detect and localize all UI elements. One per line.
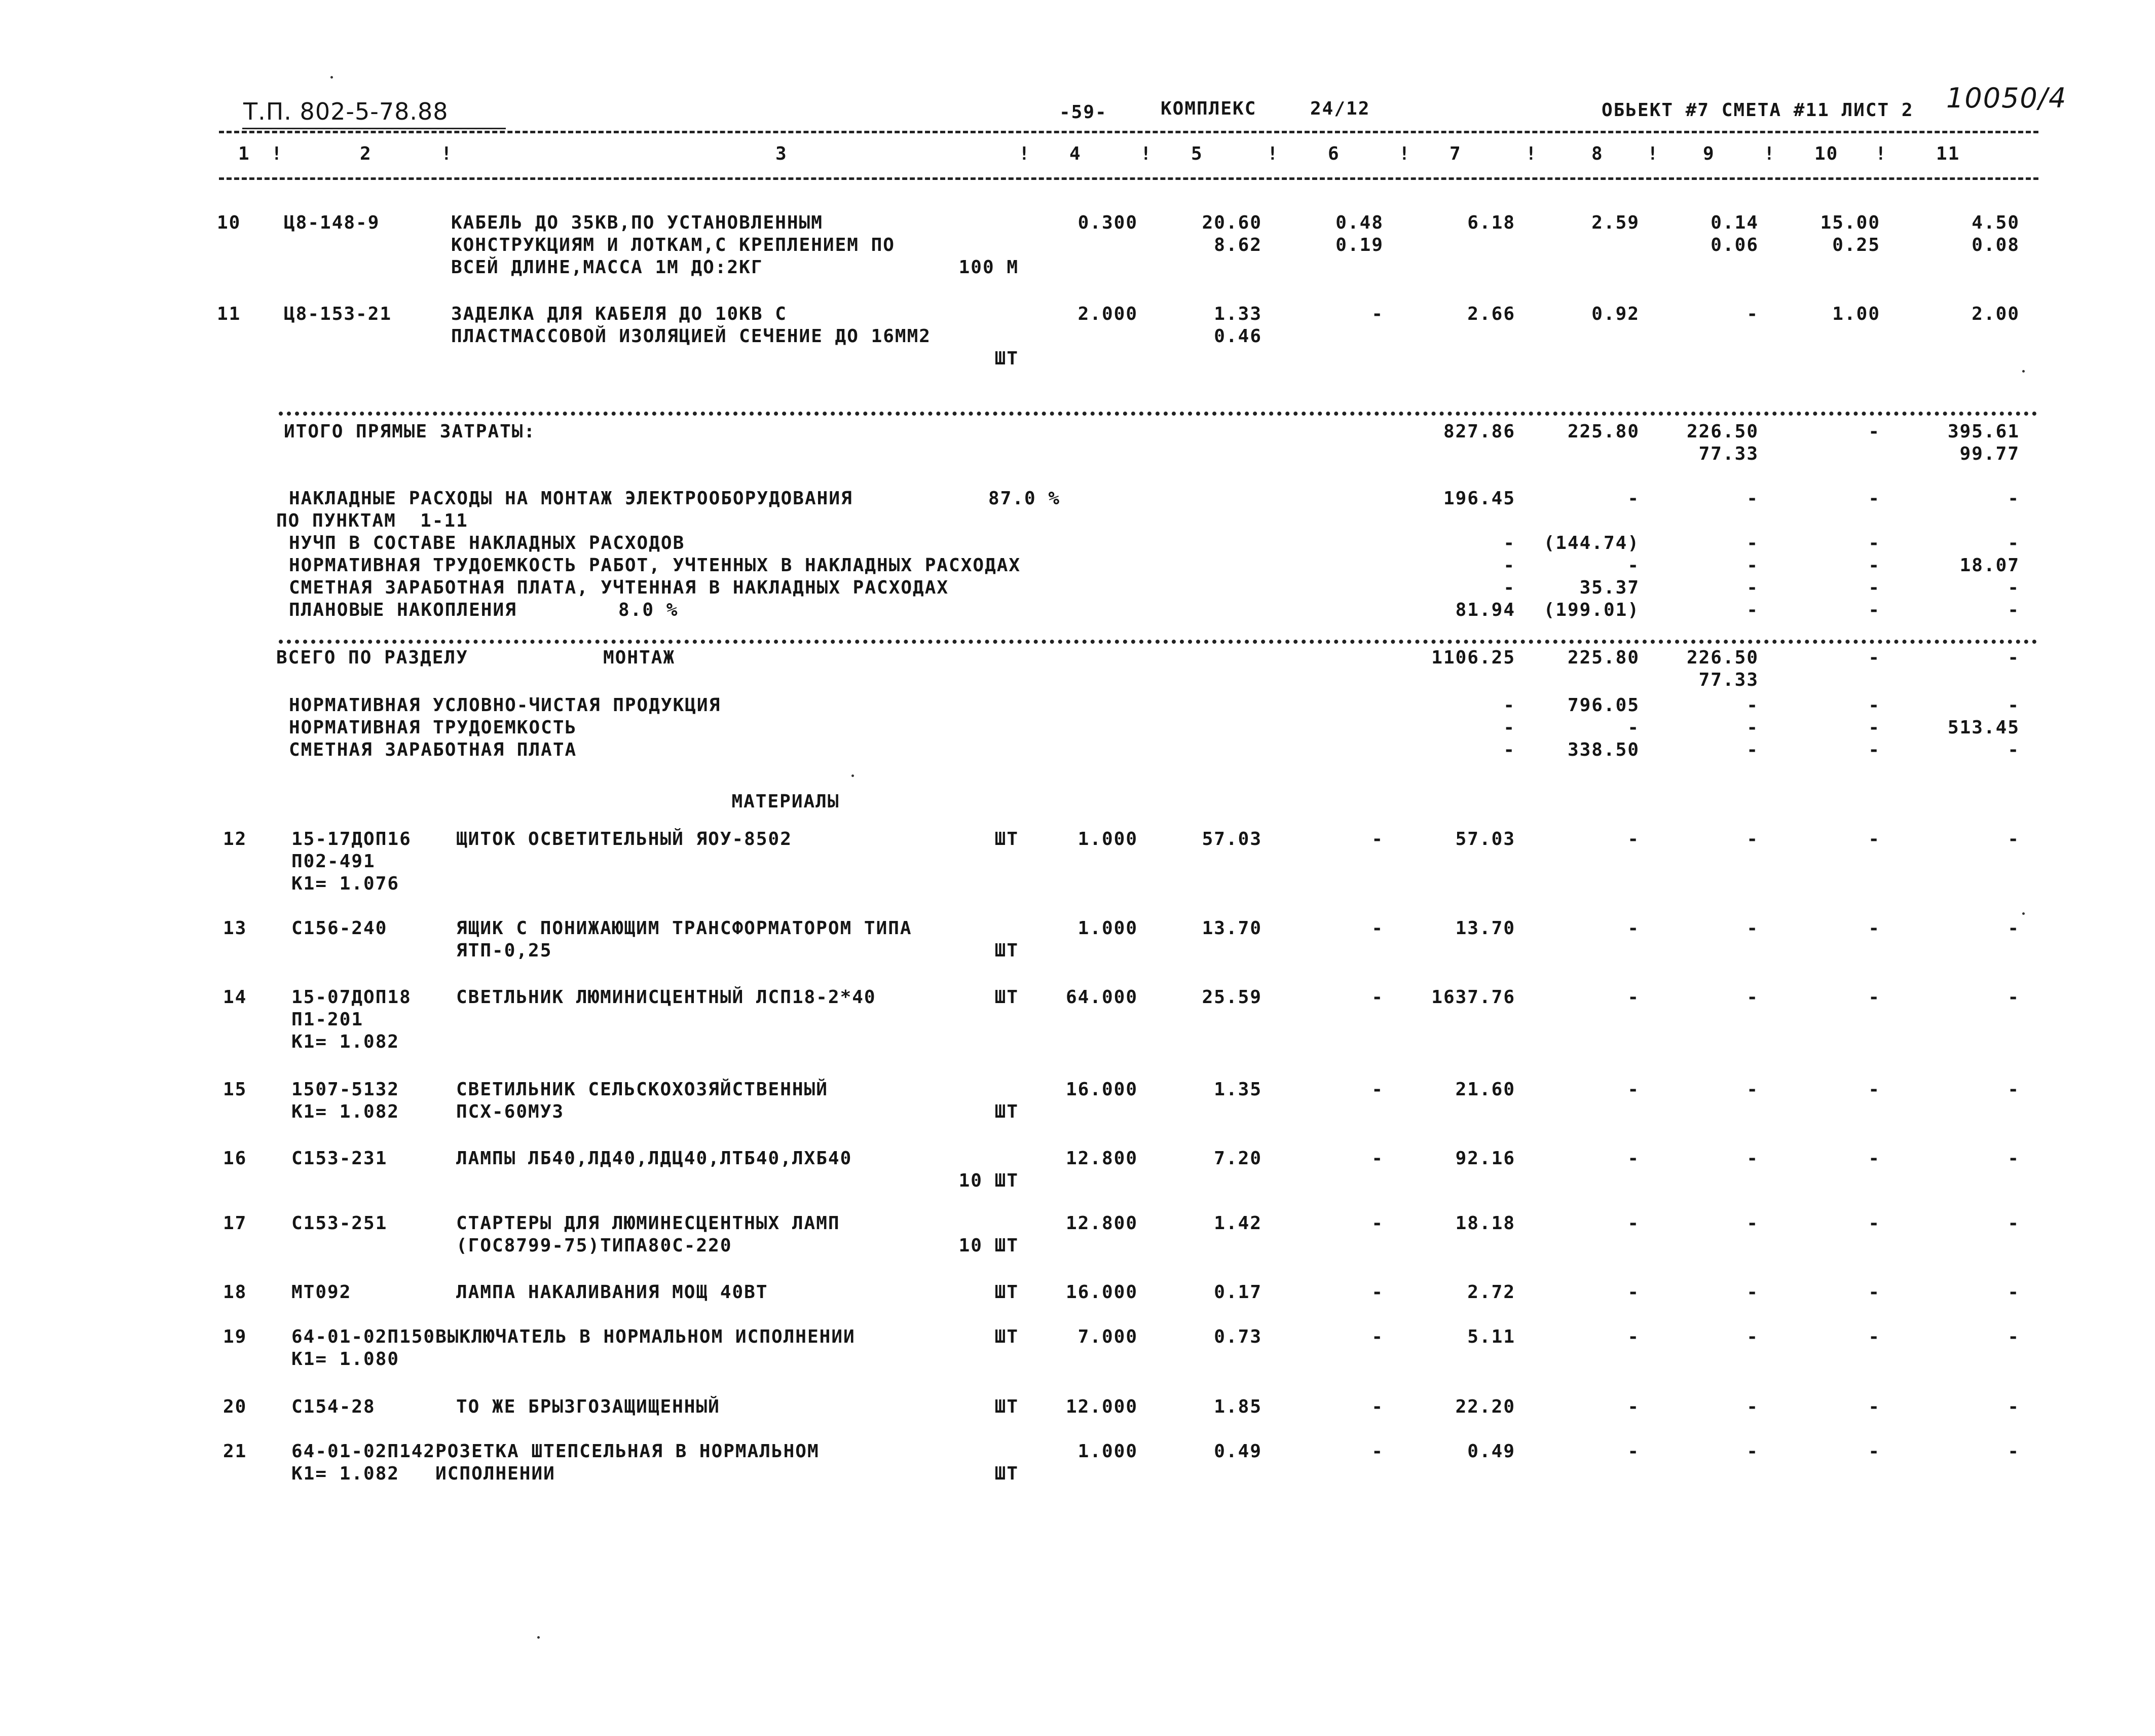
material-unit: ШТ: [994, 940, 1019, 961]
material-code: К1= 1.080: [291, 1349, 400, 1370]
material-c5: 0.73: [1214, 1326, 1262, 1347]
material-c8: -: [1627, 1148, 1640, 1169]
material-description: СВЕТИЛЬНИК СЕЛЬСКОХОЗЯЙСТВЕННЫЙ: [456, 1079, 828, 1100]
direct-c10: -: [1868, 421, 1880, 442]
column-separator: !: [271, 143, 283, 164]
labor-c9: -: [1747, 555, 1759, 576]
row-col11: 2.00: [1972, 304, 2020, 324]
wage-c8: 35.37: [1579, 577, 1640, 598]
scan-speck: [2022, 912, 2025, 915]
est-wage-label: СМЕТНАЯ ЗАРАБОТНАЯ ПЛАТА: [289, 740, 577, 760]
material-c11: -: [2008, 1396, 2020, 1417]
column-number: 11: [1936, 143, 1960, 164]
material-code: К1= 1.076: [291, 873, 400, 894]
row-col8: 2.59: [1591, 212, 1640, 233]
material-c9: -: [1747, 829, 1759, 849]
material-number: 12: [223, 829, 247, 849]
wage-c7: -: [1503, 577, 1515, 598]
material-c7: 1637.76: [1431, 987, 1515, 1008]
net-label: НОРМАТИВНАЯ УСЛОВНО-ЧИСТАЯ ПРОДУКЦИЯ: [289, 695, 721, 716]
est-wage-c10: -: [1868, 740, 1880, 760]
material-number: 15: [223, 1079, 247, 1100]
scan-speck: [851, 774, 854, 777]
material-c6: -: [1371, 1213, 1384, 1234]
material-code: С153-231: [291, 1148, 388, 1169]
material-c7: 21.60: [1455, 1079, 1515, 1100]
material-c10: -: [1868, 1396, 1880, 1417]
labor-label: НОРМАТИВНАЯ ТРУДОЕМКОСТЬ РАБОТ, УЧТЕННЫХ В НАКЛАДНЫХ РАСХОДАХ: [289, 555, 1021, 576]
material-c8: -: [1627, 1213, 1640, 1234]
material-c9: -: [1747, 918, 1759, 939]
material-c8: -: [1627, 1079, 1640, 1100]
material-description: ЯЩИК С ПОНИЖАЮЩИМ ТРАНСФОРМАТОРОМ ТИПА: [456, 918, 912, 939]
material-c11: -: [2008, 829, 2020, 849]
labor-c8: -: [1627, 555, 1640, 576]
material-number: 17: [223, 1213, 247, 1234]
row-code: Ц8-148-9: [284, 212, 380, 233]
material-c10: -: [1868, 1148, 1880, 1169]
material-c6: -: [1371, 1326, 1384, 1347]
direct-c7: 827.86: [1443, 421, 1515, 442]
material-code: С154-28: [291, 1396, 376, 1417]
material-number: 16: [223, 1148, 247, 1169]
material-c6: -: [1371, 829, 1384, 849]
row-col5: 8.62: [1214, 235, 1262, 255]
row-col11: 4.50: [1972, 212, 2020, 233]
project-code: Т.П. 802-5-78.88: [243, 98, 449, 125]
column-number: 7: [1450, 143, 1462, 164]
row-code: Ц8-153-21: [284, 304, 392, 324]
material-number: 21: [223, 1441, 247, 1462]
material-c6: -: [1371, 1441, 1384, 1462]
complex-label: КОМПЛЕКС: [1161, 98, 1257, 119]
column-separator: !: [441, 143, 453, 164]
column-number: 1: [238, 143, 250, 164]
wage-c9: -: [1747, 577, 1759, 598]
direct-c9: 77.33: [1698, 444, 1759, 464]
material-code: К1= 1.082 ИСПОЛНЕНИИ: [291, 1463, 555, 1484]
material-c9: -: [1747, 1148, 1759, 1169]
material-c4: 16.000: [1065, 1282, 1138, 1303]
norm-labor-c11: 513.45: [1947, 717, 2020, 738]
material-number: 14: [223, 987, 247, 1008]
material-c7: 92.16: [1455, 1148, 1515, 1169]
column-separator: !: [1647, 143, 1659, 164]
row-number: 10: [217, 212, 241, 233]
material-c10: -: [1868, 1079, 1880, 1100]
column-number: 10: [1814, 143, 1839, 164]
row-col9: 0.14: [1711, 212, 1759, 233]
material-c6: -: [1371, 1079, 1384, 1100]
header-rule-top: [219, 131, 2038, 133]
material-c5: 57.03: [1202, 829, 1262, 849]
material-code: 15-17ДОП16: [291, 829, 412, 849]
material-number: 13: [223, 918, 247, 939]
direct-costs-label: ИТОГО ПРЯМЫЕ ЗАТРАТЫ:: [284, 421, 536, 442]
row-unit: ШТ: [994, 348, 1019, 369]
direct-c11: 395.61: [1947, 421, 2020, 442]
net-c7: -: [1503, 695, 1515, 716]
savings-label: ПЛАНОВЫЕ НАКОПЛЕНИЯ: [289, 600, 517, 620]
row-description: ЗАДЕЛКА ДЛЯ КАБЕЛЯ ДО 10КВ С: [451, 304, 787, 324]
material-c7: 22.20: [1455, 1396, 1515, 1417]
wage-c10: -: [1868, 577, 1880, 598]
material-unit: 10 ШТ: [958, 1235, 1019, 1256]
row-col9: -: [1747, 304, 1759, 324]
project-code-underline: [242, 128, 506, 129]
sheet-number-handwritten: 10050/4: [1946, 82, 2067, 114]
section-c9: 226.50: [1686, 647, 1759, 668]
column-number: 5: [1191, 143, 1203, 164]
material-c4: 12.800: [1065, 1148, 1138, 1169]
column-separator: !: [1399, 143, 1411, 164]
material-c7: 18.18: [1455, 1213, 1515, 1234]
section-name: МОНТАЖ: [603, 647, 676, 668]
est-wage-c8: 338.50: [1567, 740, 1640, 760]
section-c10: -: [1868, 647, 1880, 668]
material-description: СВЕТЛЬНИК ЛЮМИНИСЦЕНТНЫЙ ЛСП18-2*40: [456, 987, 876, 1008]
column-separator: !: [1019, 143, 1031, 164]
section-c8: 225.80: [1567, 647, 1640, 668]
nuchp-c7: -: [1503, 533, 1515, 553]
material-code: К1= 1.082: [291, 1031, 400, 1052]
norm-labor-label: НОРМАТИВНАЯ ТРУДОЕМКОСТЬ: [289, 717, 577, 738]
material-c10: -: [1868, 1213, 1880, 1234]
material-c10: -: [1868, 918, 1880, 939]
material-c8: -: [1627, 829, 1640, 849]
material-c5: 25.59: [1202, 987, 1262, 1008]
material-code: 15-07ДОП18: [291, 987, 412, 1008]
material-c5: 1.42: [1214, 1213, 1262, 1234]
material-c5: 0.49: [1214, 1441, 1262, 1462]
material-code: С153-251: [291, 1213, 388, 1234]
material-unit: ШТ: [994, 1101, 1019, 1122]
row-unit: 100 М: [958, 257, 1019, 278]
material-unit: 10 ШТ: [958, 1170, 1019, 1191]
row-col6: 0.19: [1335, 235, 1384, 255]
material-number: 20: [223, 1396, 247, 1417]
nuchp-c10: -: [1868, 533, 1880, 553]
est-wage-c7: -: [1503, 740, 1515, 760]
net-c11: -: [2008, 695, 2020, 716]
savings-c7: 81.94: [1455, 600, 1515, 620]
material-c9: -: [1747, 987, 1759, 1008]
material-c8: -: [1627, 987, 1640, 1008]
material-c6: -: [1371, 1148, 1384, 1169]
material-c10: -: [1868, 1326, 1880, 1347]
row-col5: 0.46: [1214, 326, 1262, 347]
material-description: ТО ЖЕ БРЫЗГОЗАЩИЩЕННЫЙ: [456, 1396, 720, 1417]
material-c9: -: [1747, 1441, 1759, 1462]
labor-c11: 18.07: [1959, 555, 2020, 576]
material-c5: 1.35: [1214, 1079, 1262, 1100]
complex-number: 24/12: [1310, 98, 1370, 119]
nuchp-c11: -: [2008, 533, 2020, 553]
row-col7: 2.66: [1467, 304, 1515, 324]
material-c7: 5.11: [1467, 1326, 1515, 1347]
column-separator: !: [1140, 143, 1153, 164]
material-number: 18: [223, 1282, 247, 1303]
material-c4: 12.000: [1065, 1396, 1138, 1417]
material-c7: 13.70: [1455, 918, 1515, 939]
overhead-c7: 196.45: [1443, 488, 1515, 509]
overhead-percent: 87.0 %: [988, 488, 1061, 509]
material-c9: -: [1747, 1213, 1759, 1234]
material-description: ЩИТОК ОСВЕТИТЕЛЬНЫЙ ЯОУ-8502: [456, 829, 792, 849]
row-col10: 0.25: [1832, 235, 1880, 255]
material-c6: -: [1371, 1282, 1384, 1303]
material-c6: -: [1371, 918, 1384, 939]
row-col6: 0.48: [1335, 212, 1384, 233]
material-c8: -: [1627, 1441, 1640, 1462]
row-col4: 0.300: [1078, 212, 1138, 233]
column-separator: !: [1526, 143, 1538, 164]
row-number: 11: [217, 304, 241, 324]
nuchp-c9: -: [1747, 533, 1759, 553]
savings-c9: -: [1747, 600, 1759, 620]
section-dotted-rule: [279, 640, 2037, 644]
nuchp-label: НУЧП В СОСТАВЕ НАКЛАДНЫХ РАСХОДОВ: [289, 533, 685, 553]
material-description: ЛАМПА НАКАЛИВАНИЯ МОЩ 40ВТ: [456, 1282, 768, 1303]
material-c8: -: [1627, 1396, 1640, 1417]
row-description: КАБЕЛЬ ДО 35КВ,ПО УСТАНОВЛЕННЫМ: [451, 212, 823, 233]
material-c10: -: [1868, 1441, 1880, 1462]
material-description: ЛАМПЫ ЛБ40,ЛД40,ЛДЦ40,ЛТБ40,ЛХБ40: [456, 1148, 852, 1169]
column-number: 2: [360, 143, 372, 164]
material-c9: -: [1747, 1079, 1759, 1100]
overhead-items: ПО ПУНКТАМ 1-11: [276, 510, 468, 531]
row-description: КОНСТРУКЦИЯМ И ЛОТКАМ,С КРЕПЛЕНИЕМ ПО: [451, 235, 895, 255]
net-c9: -: [1747, 695, 1759, 716]
material-c10: -: [1868, 829, 1880, 849]
norm-labor-c8: -: [1627, 717, 1640, 738]
row-col10: 1.00: [1832, 304, 1880, 324]
savings-c10: -: [1868, 600, 1880, 620]
section-c9: 77.33: [1698, 670, 1759, 690]
material-c6: -: [1371, 1396, 1384, 1417]
norm-labor-c10: -: [1868, 717, 1880, 738]
material-description: (ГОС8799-75)ТИПА80С-220: [456, 1235, 732, 1256]
overhead-c10: -: [1868, 488, 1880, 509]
column-separator: !: [1764, 143, 1776, 164]
row-col11: 0.08: [1972, 235, 2020, 255]
material-c4: 12.800: [1065, 1213, 1138, 1234]
overhead-label: НАКЛАДНЫЕ РАСХОДЫ НА МОНТАЖ ЭЛЕКТРООБОРУДОВАНИЯ: [289, 488, 853, 509]
material-c9: -: [1747, 1326, 1759, 1347]
material-c10: -: [1868, 987, 1880, 1008]
material-c4: 1.000: [1078, 829, 1138, 849]
material-c11: -: [2008, 1079, 2020, 1100]
material-code: П02-491: [291, 851, 376, 872]
material-c5: 1.85: [1214, 1396, 1262, 1417]
material-unit: ШТ: [994, 829, 1019, 849]
material-c6: -: [1371, 987, 1384, 1008]
material-c5: 0.17: [1214, 1282, 1262, 1303]
labor-c7: -: [1503, 555, 1515, 576]
row-col7: 6.18: [1467, 212, 1515, 233]
row-description: ПЛАСТМАССОВОЙ ИЗОЛЯЦИЕЙ СЕЧЕНИЕ ДО 16ММ2: [451, 326, 931, 347]
material-c7: 57.03: [1455, 829, 1515, 849]
overhead-c8: -: [1627, 488, 1640, 509]
page-number: -59-: [1059, 102, 1107, 123]
direct-c9: 226.50: [1686, 421, 1759, 442]
material-c11: -: [2008, 1282, 2020, 1303]
material-number: 19: [223, 1326, 247, 1347]
material-c11: -: [2008, 1148, 2020, 1169]
material-code: П1-201: [291, 1009, 364, 1030]
material-c9: -: [1747, 1396, 1759, 1417]
section-label: ВСЕГО ПО РАЗДЕЛУ: [276, 647, 468, 668]
section-c7: 1106.25: [1431, 647, 1515, 668]
material-c11: -: [2008, 1213, 2020, 1234]
column-number: 8: [1591, 143, 1604, 164]
material-c11: -: [2008, 1326, 2020, 1347]
material-code: 64-01-02П150ВЫКЛЮЧАТЕЛЬ В НОРМАЛЬНОМ ИСПОЛНЕНИИ: [291, 1326, 856, 1347]
material-c4: 1.000: [1078, 1441, 1138, 1462]
material-c8: -: [1627, 1282, 1640, 1303]
material-c11: -: [2008, 918, 2020, 939]
object-info: ОБЬЕКТ #7 СМЕТА #11 ЛИСТ 2: [1602, 100, 1914, 121]
row-description: ВСЕЙ ДЛИНЕ,МАССА 1М ДО:2КГ: [451, 257, 763, 278]
section-c11: -: [2008, 647, 2020, 668]
header-rule-bottom: [219, 177, 2038, 180]
material-description: СТАРТЕРЫ ДЛЯ ЛЮМИНЕСЦЕНТНЫХ ЛАМП: [456, 1213, 840, 1234]
column-separator: !: [1267, 143, 1279, 164]
material-c11: -: [2008, 1441, 2020, 1462]
material-c4: 7.000: [1078, 1326, 1138, 1347]
est-wage-c9: -: [1747, 740, 1759, 760]
material-code: 1507-5132: [291, 1079, 400, 1100]
material-c8: -: [1627, 918, 1640, 939]
row-col9: 0.06: [1711, 235, 1759, 255]
scan-speck: [537, 1636, 540, 1639]
savings-c8: (199.01): [1543, 600, 1640, 620]
column-number: 9: [1703, 143, 1715, 164]
material-description: ЯТП-0,25: [456, 940, 552, 961]
nuchp-c8: (144.74): [1543, 533, 1640, 553]
net-c10: -: [1868, 695, 1880, 716]
material-c10: -: [1868, 1282, 1880, 1303]
est-wage-c11: -: [2008, 740, 2020, 760]
material-c7: 0.49: [1467, 1441, 1515, 1462]
material-c5: 7.20: [1214, 1148, 1262, 1169]
material-unit: ШТ: [994, 1326, 1019, 1347]
material-c11: -: [2008, 987, 2020, 1008]
row-col5: 1.33: [1214, 304, 1262, 324]
overhead-c11: -: [2008, 488, 2020, 509]
norm-labor-c7: -: [1503, 717, 1515, 738]
scan-speck: [330, 76, 333, 79]
material-unit: ШТ: [994, 987, 1019, 1008]
direct-c8: 225.80: [1567, 421, 1640, 442]
column-number: 4: [1069, 143, 1082, 164]
overhead-c9: -: [1747, 488, 1759, 509]
material-code: МТ092: [291, 1282, 352, 1303]
labor-c10: -: [1868, 555, 1880, 576]
material-c4: 1.000: [1078, 918, 1138, 939]
savings-percent: 8.0 %: [618, 600, 679, 620]
material-c8: -: [1627, 1326, 1640, 1347]
material-code: К1= 1.082: [291, 1101, 400, 1122]
column-number: 6: [1328, 143, 1340, 164]
materials-title: МАТЕРИАЛЫ: [731, 791, 840, 812]
direct-c11: 99.77: [1959, 444, 2020, 464]
column-number: 3: [775, 143, 788, 164]
material-code: С156-240: [291, 918, 388, 939]
material-c7: 2.72: [1467, 1282, 1515, 1303]
wage-label: СМЕТНАЯ ЗАРАБОТНАЯ ПЛАТА, УЧТЕННАЯ В НАКЛАДНЫХ РАСХОДАХ: [289, 577, 949, 598]
material-description: ПСХ-60МУЗ: [456, 1101, 565, 1122]
material-c4: 64.000: [1065, 987, 1138, 1008]
savings-c11: -: [2008, 600, 2020, 620]
material-c4: 16.000: [1065, 1079, 1138, 1100]
column-separator: !: [1875, 143, 1887, 164]
wage-c11: -: [2008, 577, 2020, 598]
scan-speck: [2022, 370, 2025, 373]
row-col6: -: [1371, 304, 1384, 324]
material-c9: -: [1747, 1282, 1759, 1303]
row-col10: 15.00: [1820, 212, 1880, 233]
material-unit: ШТ: [994, 1282, 1019, 1303]
row-col4: 2.000: [1078, 304, 1138, 324]
material-c5: 13.70: [1202, 918, 1262, 939]
norm-labor-c9: -: [1747, 717, 1759, 738]
net-c8: 796.05: [1567, 695, 1640, 716]
row-col5: 20.60: [1202, 212, 1262, 233]
material-unit: ШТ: [994, 1463, 1019, 1484]
totals-dotted-rule: [279, 412, 2037, 416]
row-col8: 0.92: [1591, 304, 1640, 324]
material-code: 64-01-02П142РОЗЕТКА ШТЕПСЕЛЬНАЯ В НОРМАЛЬНОМ: [291, 1441, 820, 1462]
material-unit: ШТ: [994, 1396, 1019, 1417]
